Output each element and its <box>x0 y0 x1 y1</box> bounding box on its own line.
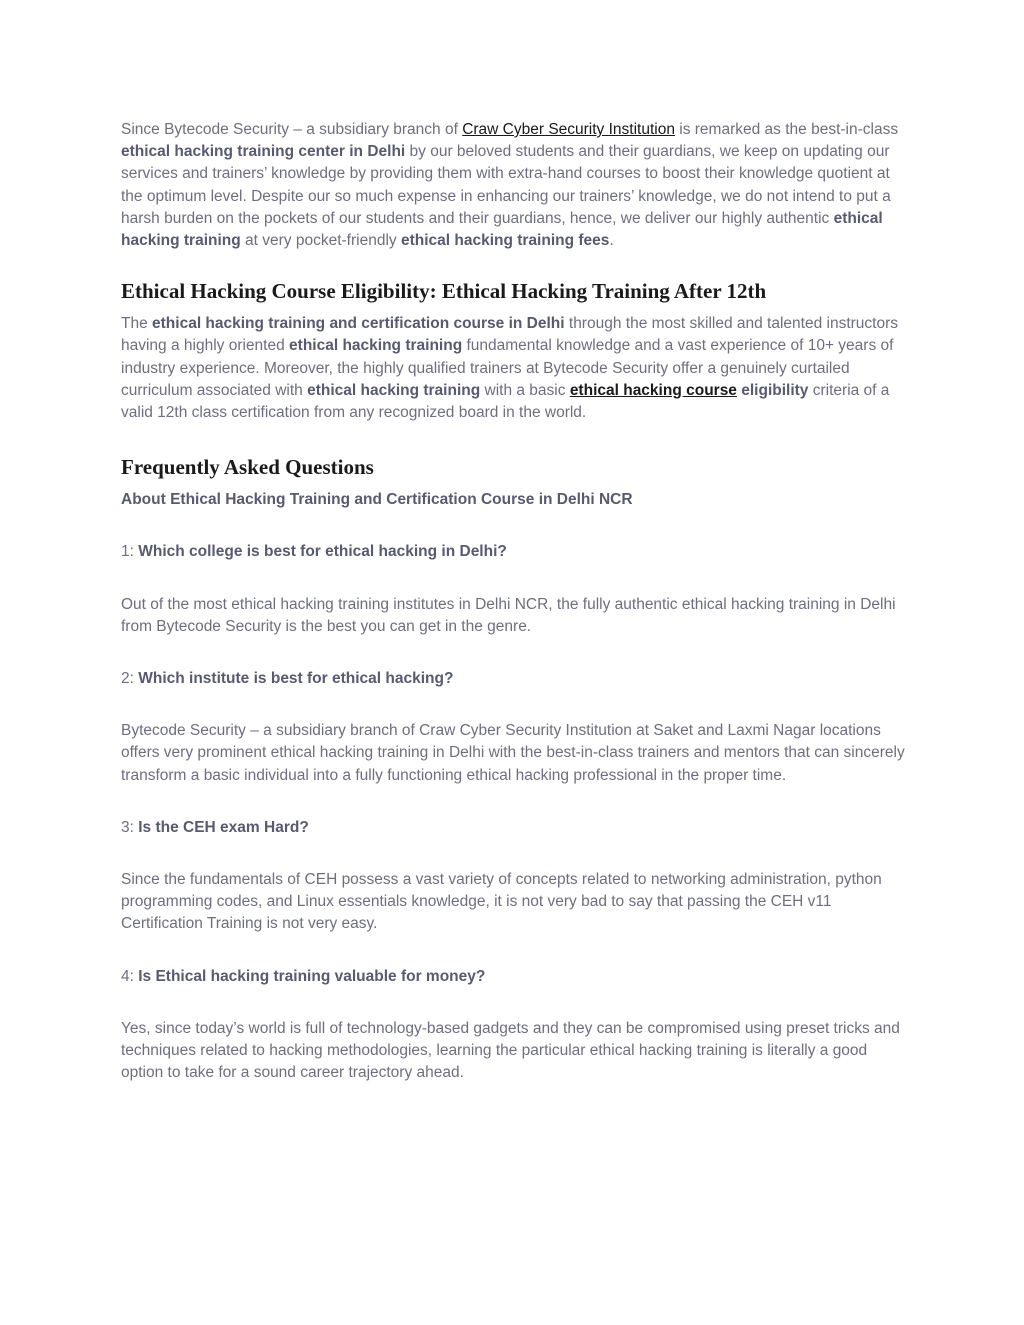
question-text: Is the CEH exam Hard? <box>138 818 309 836</box>
faq-answer-2: Bytecode Security – a subsidiary branch of Craw Cyber Security Institution at Saket and Laxmi Nagar locations offers very prominent ethical hacking training in Delhi with the best-in-class trainers and mentors that can sincerely transform a basic individual into a fully functioning ethical hacking professional in the proper time. <box>121 722 905 784</box>
eligibility-heading: Ethical Hacking Course Eligibility: Ethical Hacking Training After 12th <box>121 279 767 304</box>
eligibility-bold-1: ethical hacking training and certification course in Delhi <box>152 315 565 333</box>
faq-answer-3: Since the fundamentals of CEH possess a vast variety of concepts related to networking administration, python programming codes, and Linux essentials knowledge, it is not very bad to say that passing the CEH v11 Certification Training is not very easy. <box>121 871 882 933</box>
question-number: 2: <box>121 670 139 688</box>
craw-cyber-security-link[interactable]: Craw Cyber Security Institution <box>462 121 675 138</box>
faq-question-3 <box>121 817 905 839</box>
eligibility-paragraph <box>121 313 905 424</box>
intro-text-1: Since Bytecode Security – a subsidiary branch of <box>121 121 463 138</box>
question-text: Is Ethical hacking training valuable for money? <box>138 967 486 985</box>
intro-paragraph <box>121 119 905 252</box>
faq-subtitle: About Ethical Hacking Training and Certification Course in Delhi NCR <box>121 491 633 509</box>
faq-answer-1: Out of the most ethical hacking training institutes in Delhi NCR, the fully authentic ethical hacking training in Delhi from Bytecode Security is the best you can get in the genre. <box>121 595 896 635</box>
question-text: Which institute is best for ethical hacking? <box>138 670 454 688</box>
document-page <box>121 119 905 1084</box>
eligibility-text-3: fundamental knowledge and a vast experience of 10+ years of industry experience. Moreover, the highly qualified trainers at Bytecode Security offer a genuinely curtailed curriculum associated with <box>121 337 894 399</box>
eligibility-text-4: with a basic <box>480 381 570 399</box>
faq-question-2 <box>121 668 905 690</box>
ethical-hacking-course-link[interactable]: ethical hacking course <box>569 381 737 399</box>
eligibility-text-1: The <box>121 315 153 333</box>
question-number: 1: <box>121 543 139 561</box>
faq-heading: Frequently Asked Questions <box>121 455 374 480</box>
intro-text-5: . <box>609 232 614 250</box>
faq-question-1 <box>121 541 905 563</box>
intro-text-4: at very pocket-friendly <box>240 232 401 250</box>
eligibility-bold-4: eligibility <box>741 381 809 399</box>
intro-text-2: is remarked as the best-in-class <box>674 121 899 138</box>
eligibility-bold-2: ethical hacking training <box>289 337 463 355</box>
intro-bold-2: ethical hacking training <box>121 209 883 250</box>
intro-bold-3: ethical hacking training fees <box>400 232 610 250</box>
question-number: 4: <box>121 967 139 985</box>
faq-question-4 <box>121 966 905 988</box>
eligibility-text-2: through the most skilled and talented instructors having a highly oriented <box>121 315 899 355</box>
eligibility-text-6: criteria of a valid 12th class certification from any recognized board in the world. <box>121 381 890 422</box>
question-number: 3: <box>121 818 139 836</box>
eligibility-bold-3: ethical hacking training <box>307 381 481 399</box>
intro-bold-1: ethical hacking training center in Delhi <box>121 143 406 161</box>
intro-text-3: by our beloved students and their guardians, we keep on updating our services and trainers’ knowledge by providing them with extra-hand courses to boost their knowledge quotient at the optimum level. Despite our so much expense in enhancing our trainers’ knowledge, we do not intend to put a harsh burden on the pockets of our students and their guardians, hence, we deliver our highly authentic <box>121 143 891 227</box>
faq-answer-4: Yes, since today’s world is full of technology-based gadgets and they can be compromised using preset tricks and techniques related to hacking methodologies, learning the particular ethical hacking training is literally a good option to take for a sound career trajectory ahead. <box>121 1019 900 1082</box>
question-text: Which college is best for ethical hacking in Delhi? <box>138 543 507 561</box>
